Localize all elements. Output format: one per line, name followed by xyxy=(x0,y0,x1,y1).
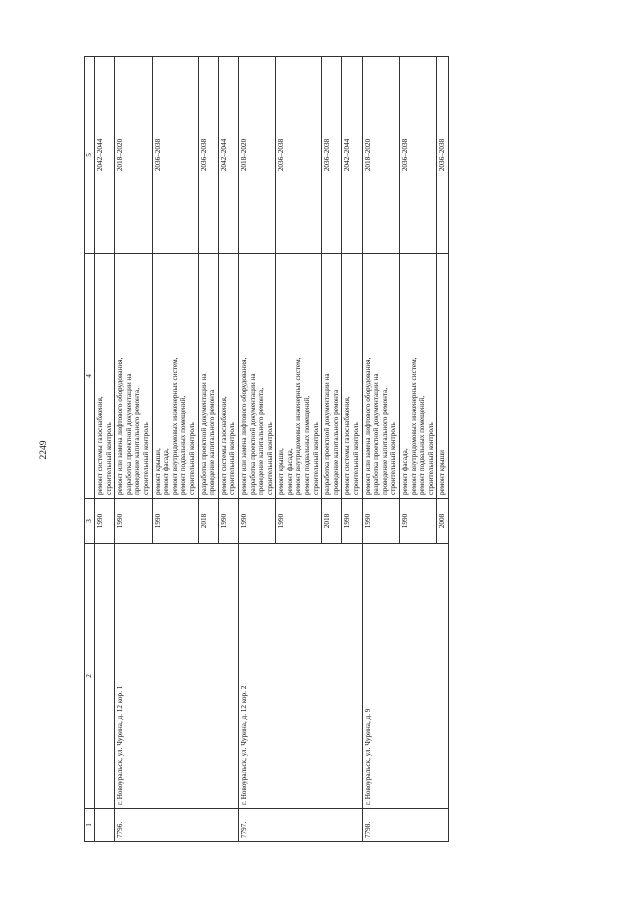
period-cell: 2042–2044 xyxy=(218,57,238,254)
page-number: 2249 xyxy=(39,440,49,460)
work-line: строительный контроль xyxy=(265,422,274,495)
build-year: 1990 xyxy=(400,499,437,544)
period-cell: 2018–2020 xyxy=(362,57,399,254)
work-line: ремонт системы газоснабжения, xyxy=(343,396,352,495)
column-header: 4 xyxy=(85,254,95,499)
works-cell xyxy=(95,254,115,499)
work-line: ремонт подвальных помещений, xyxy=(179,395,188,495)
work-line: проведение капитального ремонта, xyxy=(133,387,142,495)
period-cell: 2036–2038 xyxy=(152,57,198,254)
build-year: 1990 xyxy=(342,499,362,544)
work-line: ремонт или замена лифтового оборудования, xyxy=(239,357,248,495)
build-year: 1990 xyxy=(218,499,238,544)
work-line: разработка проектной документации на xyxy=(248,373,257,495)
work-line: разработка проектной документации на xyxy=(323,373,332,495)
period-cell: 2036–2038 xyxy=(276,57,322,254)
period-cell: 2036–2038 xyxy=(322,57,342,254)
works-cell xyxy=(437,254,449,499)
work-line: ремонт подвальных помещений, xyxy=(418,395,427,495)
period-cell: 2018–2020 xyxy=(115,57,152,254)
works-cell xyxy=(238,254,275,499)
column-header: 5 xyxy=(85,57,95,254)
work-line: ремонт фасада, xyxy=(285,448,294,495)
work-line: строительный контроль xyxy=(141,422,150,495)
work-line: ремонт или замена лифтового оборудования, xyxy=(116,357,125,495)
build-year: 1990 xyxy=(152,499,198,544)
work-line: ремонт внутридомовых инженерных систем, xyxy=(409,357,418,495)
table-row xyxy=(238,57,275,842)
build-year: 1990 xyxy=(362,499,399,544)
work-line: разработка проектной документации на xyxy=(372,373,381,495)
period-cell: 2042–2044 xyxy=(342,57,362,254)
works-cell xyxy=(276,254,322,499)
period-cell: 2036–2038 xyxy=(437,57,449,254)
period-cell: 2018–2020 xyxy=(238,57,275,254)
entry-number xyxy=(95,809,115,842)
period-cell: 2036–2038 xyxy=(400,57,437,254)
work-line: строительный контроль xyxy=(311,422,320,495)
column-header: 1 xyxy=(85,809,95,842)
works-cell xyxy=(322,254,342,499)
works-cell xyxy=(218,254,238,499)
column-header: 2 xyxy=(85,544,95,809)
works-cell xyxy=(152,254,198,499)
entry-address: г. Новоуральск, ул. Чурина, д. 9 xyxy=(362,544,448,809)
works-cell xyxy=(115,254,152,499)
table-row xyxy=(95,57,115,842)
period-cell: 2036–2038 xyxy=(198,57,218,254)
entry-number: 7797. xyxy=(238,809,362,842)
build-year: 2018 xyxy=(198,499,218,544)
build-year: 2018 xyxy=(322,499,342,544)
work-line: строительный контроль xyxy=(187,422,196,495)
build-year: 2008 xyxy=(437,499,449,544)
work-line: ремонт системы газоснабжения, xyxy=(219,396,228,495)
work-line: ремонт крыши, xyxy=(277,448,286,495)
build-year: 1990 xyxy=(238,499,275,544)
work-line: строительный контроль xyxy=(104,422,113,495)
work-line: строительный контроль xyxy=(389,422,398,495)
work-line: ремонт фасада, xyxy=(162,448,171,495)
works-cell xyxy=(400,254,437,499)
work-line: проведение капитального ремонта, xyxy=(380,387,389,495)
build-year: 1990 xyxy=(276,499,322,544)
work-line: проведение капитального ремонта xyxy=(331,389,340,495)
entry-address: г. Новоуральск, ул. Чурина, д. 12 кор. 2 xyxy=(238,544,362,809)
column-header: 3 xyxy=(85,499,95,544)
entry-number: 7798. xyxy=(362,809,448,842)
work-line: ремонт подвальных помещений, xyxy=(303,395,312,495)
period-cell: 2042–2044 xyxy=(95,57,115,254)
rotated-table-container xyxy=(84,82,592,842)
works-cell xyxy=(362,254,399,499)
work-line: строительный контроль xyxy=(228,422,237,495)
entry-number: 7796. xyxy=(115,809,239,842)
build-year: 1990 xyxy=(115,499,152,544)
repair-schedule-table xyxy=(84,56,449,842)
work-line: ремонт фасада, xyxy=(401,448,409,495)
work-line: ремонт системы газоснабжения, xyxy=(96,396,104,495)
table-row xyxy=(115,57,152,842)
entry-address: г. Новоуральск, ул. Чурина, д. 12 кор. 1 xyxy=(115,544,239,809)
work-line: строительный контроль xyxy=(426,422,435,495)
build-year: 1990 xyxy=(95,499,115,544)
works-cell xyxy=(198,254,218,499)
table-body xyxy=(95,57,449,842)
table-row xyxy=(362,57,399,842)
work-line: ремонт или замена лифтового оборудования, xyxy=(363,357,372,495)
work-line: разработка проектной документации на xyxy=(124,373,133,495)
work-line: проведение капитального ремонта, xyxy=(257,387,266,495)
work-line: проведение капитального ремонта xyxy=(208,389,217,495)
work-line: разработка проектной документации на xyxy=(199,373,208,495)
column-number-row xyxy=(85,57,95,842)
work-line: ремонт внутридомовых инженерных систем, xyxy=(170,357,179,495)
works-cell xyxy=(342,254,362,499)
work-line: ремонт внутридомовых инженерных систем, xyxy=(294,357,303,495)
entry-address xyxy=(95,544,115,809)
work-line: ремонт крыши, xyxy=(153,448,162,495)
work-line: ремонт крыши xyxy=(438,449,447,495)
work-line: строительный контроль xyxy=(352,422,361,495)
